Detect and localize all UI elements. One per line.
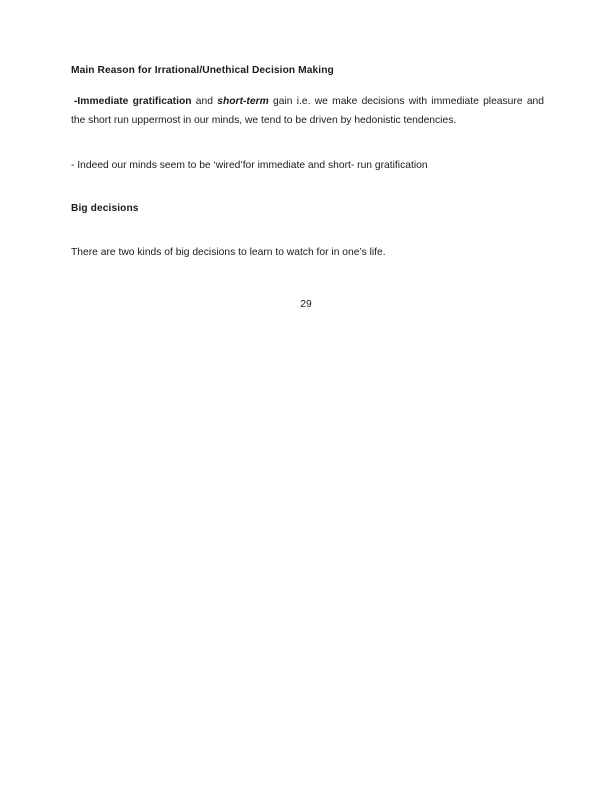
subheading-big-decisions: Big decisions (71, 202, 139, 214)
connector-and: and (191, 96, 218, 107)
spacer (71, 216, 544, 244)
paragraph-remainder: gain i.e. we make decisions with immediate pleasure and the short run uppermost in our minds, we tend to be driven by hedonistic tendencies. (71, 96, 544, 126)
spacer (71, 130, 544, 157)
spacer (71, 78, 544, 93)
page-number: 29 (300, 299, 312, 310)
paragraph-two-kinds-of-big-decisions: There are two kinds of big decisions to learn to watch for in one’s life. (71, 246, 386, 258)
bullet-wired-minds: - Indeed our minds seem to be ‘wired’for immediate and short- run gratification (71, 160, 428, 172)
paragraph-immediate-gratification (71, 93, 544, 130)
bold-lead-immediate-gratification: -Immediate gratification (74, 96, 192, 107)
spacer (71, 176, 544, 202)
page-title: Main Reason for Irrational/Unethical Decision Making (71, 65, 334, 76)
bold-italic-short-term: short-term (217, 96, 269, 107)
document-body (71, 64, 544, 262)
